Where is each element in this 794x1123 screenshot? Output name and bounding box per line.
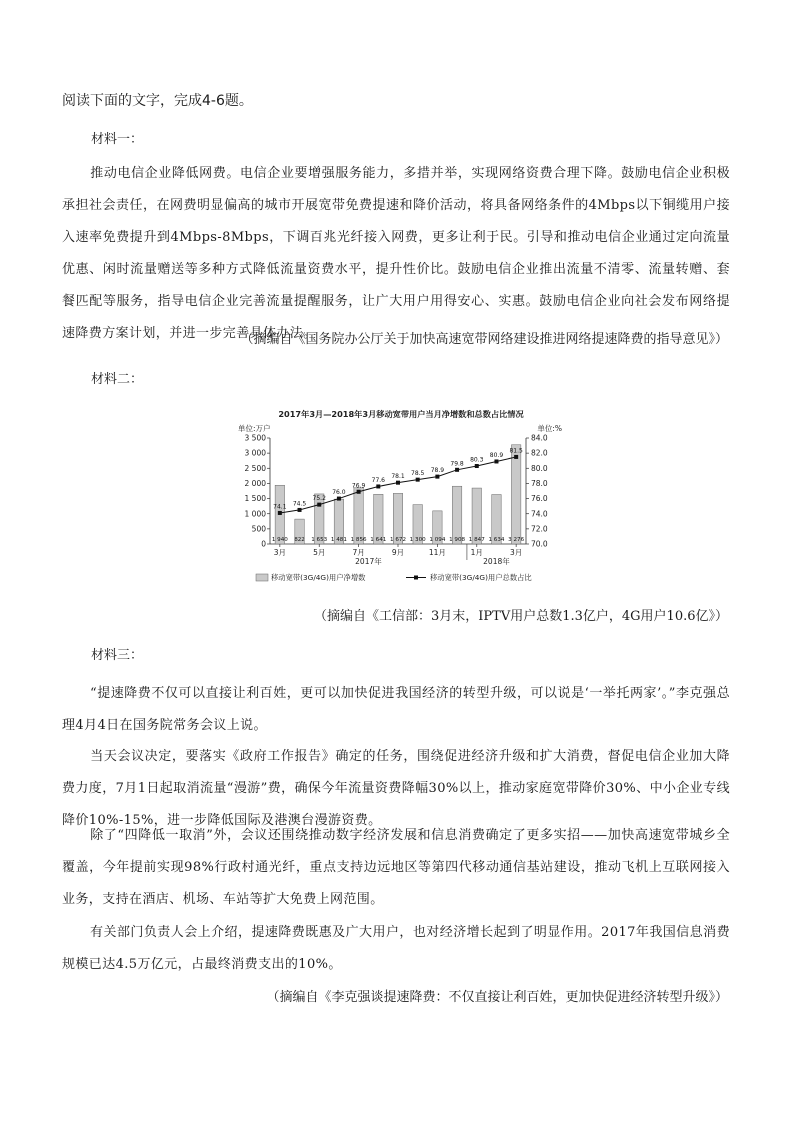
chart-line-label: 78.9: [430, 467, 445, 475]
chart-line-label: 78.5: [411, 470, 425, 478]
chart-bar-label: 3 276: [508, 537, 525, 543]
chart-left-tick-label: 2 500: [244, 463, 266, 473]
chart-right-unit: 单位:%: [537, 424, 562, 433]
chart-left-tick-label: 1 500: [244, 494, 266, 504]
material3-p2-text: 当天会议决定，要落实《政府工作报告》确定的任务，围绕促进经济升级和扩大消费，督促电信企业加大降费力度，7月1日起取消流量“漫游”费，确保今年流量资费降幅30%以上，推动家庭宽带降价30%、中小企业专线降价10%-15%，进一步降低国际及港澳台漫游资费。: [62, 749, 730, 828]
chart-right-tick-label: 78.0: [531, 479, 548, 489]
chart-right-tick-label: 70.0: [531, 539, 548, 549]
chart-line-point: [416, 478, 420, 482]
chart-legend-bar-swatch: [256, 574, 268, 581]
material2-source: （摘编自《工信部：3月末，IPTV用户总数1.3亿户，4G用户10.6亿》）: [314, 609, 728, 624]
chart-bar-label: 1 856: [350, 537, 367, 543]
material3-p1-text: “提速降费不仅可以直接让利百姓，更可以加快促进我国经济的转型升级，可以说是‘一举托两家’。”李克强总理4月4日在国务院常务会议上说。: [62, 686, 730, 733]
material3-paragraph-4: [62, 917, 730, 981]
chart-bar: [472, 488, 481, 544]
chart-left-unit: 单位:万户: [238, 424, 271, 433]
chart-left-tick-label: 500: [251, 524, 266, 534]
chart-line-label: 75.2: [312, 495, 326, 503]
chart-legend-line-marker: [414, 576, 418, 580]
chart-right-tick-label: 72.0: [531, 524, 548, 534]
chart-line-point: [357, 490, 361, 494]
chart-bar-label: 1 940: [271, 537, 288, 543]
chart-bar-label: 1 653: [311, 537, 328, 543]
chart-x-tick-label: 3月: [273, 548, 286, 557]
chart-left-tick-label: 1 000: [244, 509, 266, 519]
chart-line-point: [494, 459, 498, 463]
chart-bar: [452, 486, 461, 544]
broadband-chart: [236, 406, 566, 588]
chart-right-tick-label: 80.0: [531, 463, 548, 473]
material3-label: 材料三：: [91, 648, 144, 663]
chart-bar: [354, 488, 363, 544]
material3-paragraph-3: [62, 820, 730, 916]
material3-p3-text: 除了“四降低一取消”外，会议还围绕推动数字经济发展和信息消费确定了更多实招——加快高速宽带城乡全覆盖，今年提前实现98%行政村通光纤，重点支持边远地区等第四代移动通信基站建设，推动飞机上互联网接入业务，支持在酒店、机场、车站等扩大免费上网范围。: [62, 828, 730, 907]
chart-x-tick-label: 5月: [313, 548, 326, 557]
chart-x-tick-label: 7月: [352, 548, 365, 557]
chart-svg: [236, 406, 566, 588]
chart-line-point: [298, 508, 302, 512]
material3-source: （摘编自《李克强谈提速降费：不仅直接让利百姓，更加快促进经济转型升级》）: [266, 990, 728, 1005]
question-intro: 阅读下面的文字，完成4-6题。: [62, 93, 253, 109]
chart-bar-label: 1 672: [389, 537, 407, 543]
chart-line-label: 78.1: [391, 473, 405, 481]
material2-label: 材料二：: [91, 372, 144, 387]
material1-label: 材料一：: [91, 132, 144, 147]
chart-bar: [511, 445, 520, 544]
chart-bar-label: 1 300: [409, 537, 426, 543]
chart-legend-bar-label: 移动宽带(3G/4G)用户净增数: [271, 573, 366, 582]
chart-bar-label: 1 641: [370, 537, 387, 543]
chart-line-point: [514, 455, 518, 459]
chart-left-tick-label: 0: [261, 539, 266, 549]
chart-line-label: 79.8: [450, 460, 464, 468]
chart-legend-line-label: 移动宽带(3G/4G)用户总数占比: [430, 573, 532, 582]
chart-right-tick-label: 82.0: [531, 448, 548, 458]
chart-line-point: [317, 503, 321, 507]
chart-x-tick-label: 1月: [470, 548, 483, 557]
chart-title: 2017年3月—2018年3月移动宽带用户当月净增数和总数占比情况: [278, 409, 524, 419]
chart-year-label: 2018年: [483, 557, 510, 566]
chart-line-label: 74.1: [273, 503, 287, 511]
chart-line-point: [396, 481, 400, 485]
chart-line-label: 77.6: [371, 476, 385, 484]
chart-line-point: [435, 475, 439, 479]
chart-left-tick-label: 3 500: [244, 433, 266, 443]
chart-right-tick-label: 76.0: [531, 494, 548, 504]
chart-line-point: [278, 511, 282, 515]
chart-line-label: 80.3: [470, 456, 484, 464]
material1-paragraph: [62, 158, 730, 350]
chart-right-tick-label: 84.0: [531, 433, 548, 443]
chart-line-point: [376, 484, 380, 488]
chart-left-tick-label: 2 000: [244, 479, 266, 489]
chart-line-label: 81.5: [509, 447, 523, 455]
chart-left-tick-label: 3 000: [244, 448, 266, 458]
material3-paragraph-1: [62, 678, 730, 742]
chart-line-point: [337, 497, 341, 501]
chart-line-point: [455, 468, 459, 472]
chart-x-tick-label: 9月: [391, 548, 405, 557]
chart-line-label: 76.0: [332, 489, 346, 497]
chart-x-tick-label: 11月: [428, 548, 446, 557]
chart-x-tick-label: 3月: [510, 548, 523, 557]
chart-line-label: 74.5: [292, 500, 307, 508]
material3-p4-text: 有关部门负责人会上介绍，提速降费既惠及广大用户，也对经济增长起到了明显作用。2017年我国信息消费规模已达4.5万亿元，占最终消费支出的10%。: [62, 925, 730, 972]
chart-line-label: 80.9: [489, 451, 504, 459]
chart-line-point: [475, 464, 479, 468]
chart-line-label: 76.9: [351, 482, 366, 490]
chart-bar-label: 1 847: [468, 537, 485, 543]
chart-bar-label: 1 634: [488, 537, 505, 543]
chart-bar-label: 1 094: [429, 537, 446, 543]
chart-right-tick-label: 74.0: [531, 509, 548, 519]
chart-bar-label: 1 908: [449, 537, 466, 543]
chart-bar-label: 1 481: [330, 537, 347, 543]
material1-source: （摘编自《国务院办公厅关于加快高速宽带网络建设推进网络提速降费的指导意见》）: [240, 332, 728, 347]
chart-bar-label: 822: [294, 537, 305, 543]
chart-year-label: 2017年: [355, 557, 382, 566]
material1-text: 推动电信企业降低网费。电信企业要增强服务能力，多措并举，实现网络资费合理下降。鼓励电信企业积极承担社会责任，在网费明显偏高的城市开展宽带免费提速和降价活动，将具备网络条件的4Mbps以下铜缆用户接入速率免费提升到4Mbps-8Mbps，下调百兆光纤接入网费，更多让利于民。引导和推动电信企业通过定向流量优惠、闲时流量赠送等多种方式降低流量资费水平，提升性价比。鼓励电信企业推出流量不清零、流量转赠、套餐匹配等服务，指导电信企业完善流量提醒服务，让广大用户用得安心、实惠。鼓励电信企业向社会发布网络提速降费方案计划，并进一步完善具体办法。: [62, 166, 730, 341]
